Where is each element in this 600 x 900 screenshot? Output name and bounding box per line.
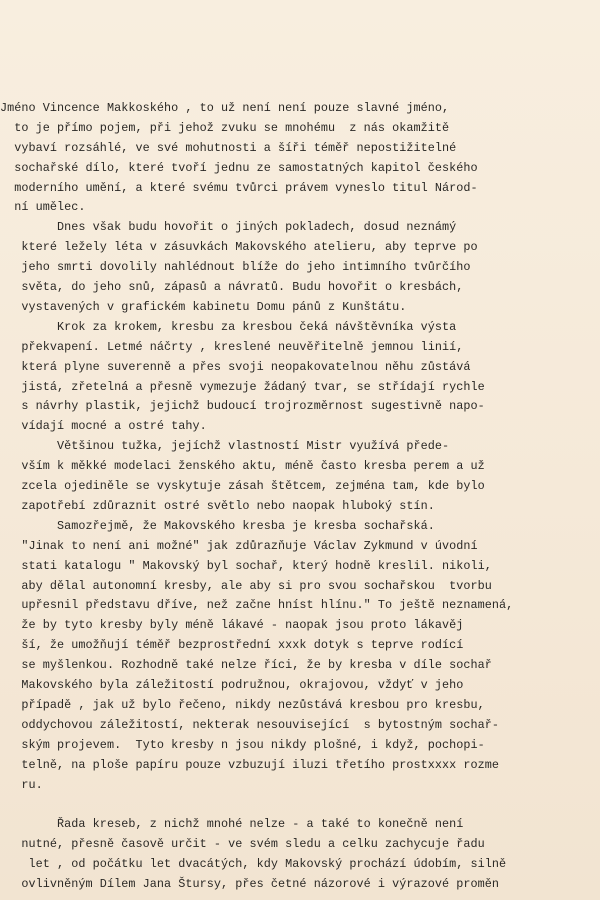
- text-line: to je přímo pojem, při jehož zvuku se mnohému z nás okamžitě: [0, 120, 450, 135]
- text-line: jeho smrti dovolily nahlédnout blíže do jeho intimního tvůrčího: [0, 260, 471, 275]
- text-line: ší, že umožňují téměř bezprostřední xxxk dotyk s teprve rodící: [0, 638, 464, 653]
- text-line: Dnes však budu hovořit o jiných pokladech, dosud neznámý: [0, 220, 457, 235]
- text-line: Krok za krokem, kresbu za kresbou čeká návštěvníka výsta: [0, 319, 457, 334]
- text-line: vídají mocné a ostré tahy.: [0, 419, 207, 434]
- text-line: která plyne suverenně a přes svoji neopakovatelnou něhu zůstává: [0, 359, 471, 374]
- text-line: zcela ojediněle se vyskytuje zásah štětcem, zejména tam, kde bylo: [0, 479, 485, 494]
- text-line: Samozřejmě, že Makovského kresba je kresba sochařská.: [0, 518, 435, 533]
- text-line: Většinou tužka, jejíchž vlastností Mistr využívá přede-: [0, 439, 450, 454]
- text-line: vystavených v grafickém kabinetu Domu pánů z Kunštátu.: [0, 299, 407, 314]
- text-line: s návrhy plastik, jejichž budoucí trojrozměrnost sugestivně napo-: [0, 399, 485, 414]
- text-line: moderního umění, a které svému tvůrci právem vyneslo titul Národ-: [0, 180, 478, 195]
- text-line: ovlivněným Dílem Jana Štursy, přes četné názorové i výrazové proměn: [0, 877, 500, 891]
- text-line: se myšlenkou. Rozhodně také nelze říci, že by kresba v díle sochař: [0, 658, 492, 673]
- text-line: Makovského byla záležitostí podružnou, okrajovou, vždyť v jeho: [0, 678, 464, 693]
- text-line: ru.: [0, 777, 43, 792]
- text-line: jistá, zřetelná a přesně vymezuje žádaný tvar, se střídají rychle: [0, 379, 485, 394]
- text-line: vybaví rozsáhlé, ve své mohutnosti a šíři téměř nepostižitelné: [0, 140, 457, 155]
- text-line: překvapení. Letmé náčrty , kreslené neuvěřitelně jemnou linií,: [0, 339, 464, 354]
- text-line: že by tyto kresby byly méně lákavé - naopak jsou proto lákavěj: [0, 618, 464, 633]
- text-line: let , od počátku let dvacátých, kdy Makovský prochází údobím, silně: [0, 857, 507, 872]
- text-line: ní umělec.: [0, 200, 86, 215]
- text-line: nutné, přesně časově určit - ve svém sledu a celku zachycuje řadu: [0, 837, 485, 852]
- text-line: zapotřebí zdůraznit ostré světlo nebo naopak hluboký stín.: [0, 498, 435, 513]
- text-line: telně, na ploše papíru pouze vzbuzují iluzi třetího prostxxxx rozme: [0, 757, 500, 772]
- text-line: ským projevem. Tyto kresby n jsou nikdy plošné, i když, pochopi-: [0, 737, 485, 752]
- text-line: stati katalogu " Makovský byl sochař, který hodně kreslil. nikoli,: [0, 558, 492, 573]
- text-line: oddychovou záležitostí, nekterak nesouvisející s bytostným sochař-: [0, 717, 500, 732]
- text-line: vším k měkké modelaci ženského aktu, méně často kresba perem a už: [0, 459, 485, 474]
- text-line: Řada kreseb, z nichž mnohé nelze - a také to konečně není: [0, 817, 464, 832]
- text-line: případě , jak už bylo řečeno, nikdy nezůstává kresbou pro kresbu,: [0, 697, 485, 712]
- text-line: Jméno Vincence Makkoského , to už není není pouze slavné jméno,: [0, 101, 450, 115]
- text-line: aby dělal autonomní kresby, ale aby si pro svou sochařskou tvorbu: [0, 578, 492, 593]
- text-line: sochařské dílo, které tvoří jednu ze samostatných kapitol českého: [0, 160, 478, 175]
- text-line: světa, do jeho snů, zápasů a návratů. Budu hovořit o kresbách,: [0, 280, 464, 295]
- text-line: upřesnil představu dříve, než začne hníst hlínu." To ještě neznamená,: [0, 598, 514, 613]
- text-line: "Jinak to není ani možné" jak zdůrazňuje Václav Zykmund v úvodní: [0, 538, 478, 553]
- text-line: které ležely léta v zásuvkách Makovského atelieru, aby teprve po: [0, 240, 478, 255]
